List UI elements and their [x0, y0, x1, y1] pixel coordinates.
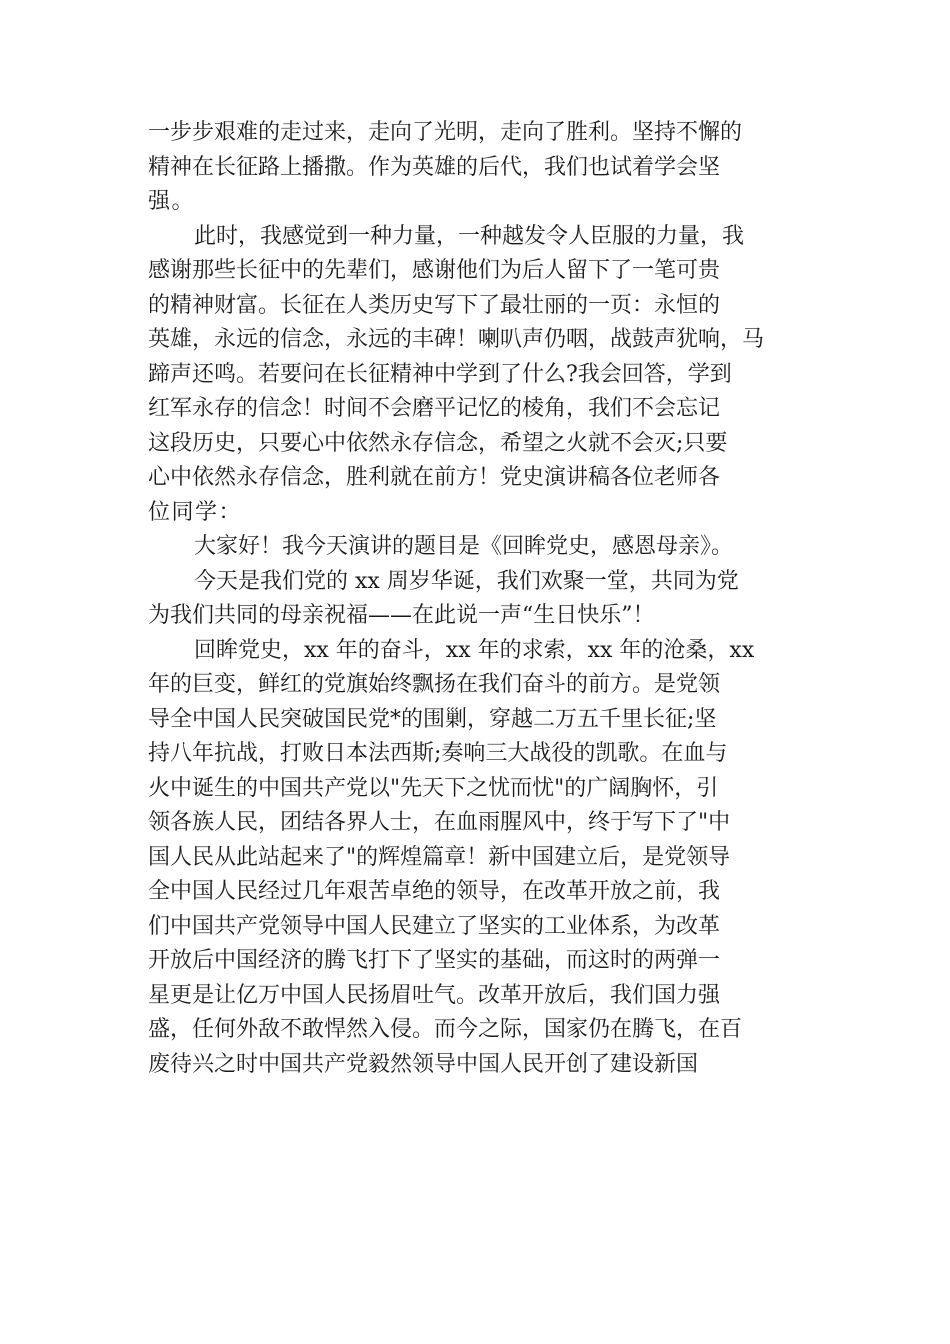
text-line: 年的巨变，鲜红的党旗始终飘扬在我们奋斗的前方。是党领 [148, 672, 721, 697]
text-line: 全中国人民经过几年艰苦卓绝的领导，在改革开放之前，我 [148, 879, 721, 904]
text-line: 导全中国人民突破国民党*的围剿，穿越二万五千里长征;坚 [148, 706, 717, 732]
text-line: 为我们共同的母亲祝福——在此说一声“生日快乐”！ [148, 603, 655, 628]
text-line: 一步步艰难的走过来，走向了光明，走向了胜利。坚持不懈的 [148, 120, 743, 145]
text-line: 领各族人民，团结各界人士，在血雨腥风中，终于写下了"中 [148, 810, 731, 835]
text-line: 的精神财富。长征在人类历史写下了最壮丽的一页：永恒的 [148, 292, 721, 318]
text-line: 们中国共产党领导中国人民建立了坚实的工业体系，为改革 [148, 913, 721, 939]
text-line: 火中诞生的中国共产党以"先天下之忧而忧"的广阔胸怀，引 [148, 775, 719, 801]
text-line: 此时，我感觉到一种力量，一种越发令人臣服的力量，我 [194, 223, 745, 249]
text-line: 大家好！我今天演讲的题目是《回眸党史，感恩母亲》。 [194, 534, 734, 559]
text-line: 开放后中国经济的腾飞打下了坚实的基础，而这时的两弹一 [148, 948, 721, 973]
text-line: 盛，任何外敌不敢悍然入侵。而今之际，国家仍在腾飞，在百 [148, 1017, 743, 1042]
text-line: 红军永存的信念！时间不会磨平记忆的棱角，我们不会忘记 [148, 396, 721, 421]
text-line: 回眸党史，xx 年的奋斗，xx 年的求索，xx 年的沧桑，xx [194, 637, 755, 663]
text-line: 位同学： [148, 499, 243, 525]
text-line: 今天是我们党的 xx 周岁华诞，我们欢聚一堂，共同为党 [194, 568, 739, 594]
text-line: 持八年抗战，打败日本法西斯;奏响三大战役的凯歌。在血与 [148, 741, 728, 766]
text-line: 强。 [148, 189, 196, 214]
text-line: 星更是让亿万中国人民扬眉吐气。改革开放后，我们国力强 [148, 982, 721, 1008]
text-line: 英雄，永远的信念，永远的丰碑！喇叭声仍咽，战鼓声犹响，马 [148, 327, 765, 352]
text-line: 感谢那些长征中的先辈们，感谢他们为后人留下了一笔可贵 [148, 258, 721, 283]
text-line: 心中依然永存信念，胜利就在前方！党史演讲稿各位老师各 [148, 465, 721, 490]
document-body [148, 116, 808, 1082]
text-line: 蹄声还鸣。若要问在长征精神中学到了什么?我会回答，学到 [148, 361, 732, 387]
text-line: 废待兴之时中国共产党毅然领导中国人民开创了建设新国 [148, 1051, 699, 1077]
text-line: 这段历史，只要心中依然永存信念，希望之火就不会灭;只要 [148, 430, 728, 456]
text-line: 国人民从此站起来了"的辉煌篇章！新中国建立后，是党领导 [148, 844, 731, 870]
text-line: 精神在长征路上播撒。作为英雄的后代，我们也试着学会坚 [148, 154, 721, 180]
